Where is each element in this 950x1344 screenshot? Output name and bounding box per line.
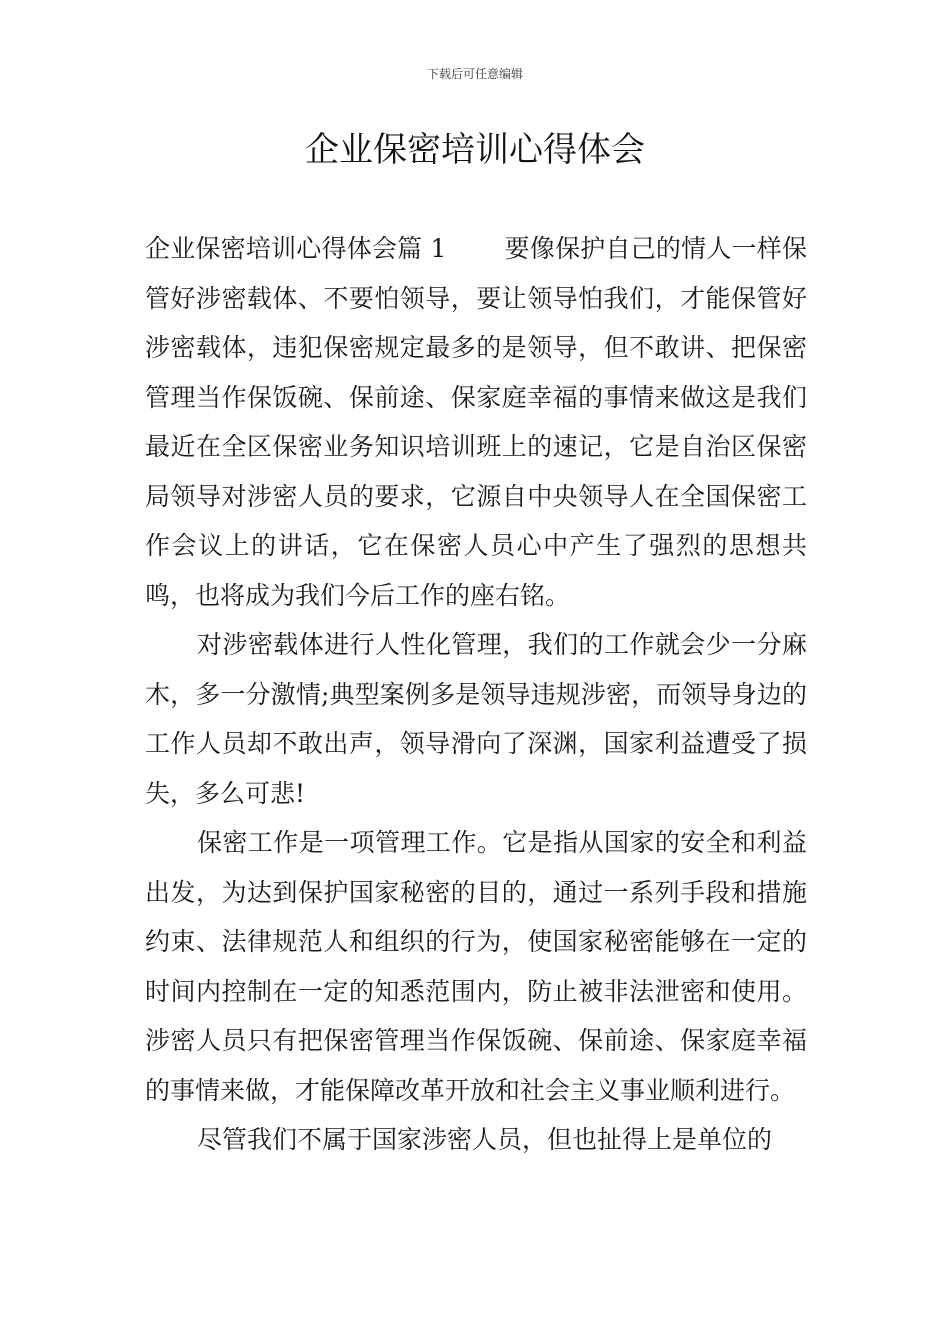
- document-body: [145, 224, 807, 1165]
- header-note: 下载后可任意编辑: [426, 67, 523, 81]
- section-heading: 企业保密培训心得体会篇 1: [145, 234, 447, 263]
- paragraph-1: [145, 224, 807, 620]
- paragraph-2: 对涉密载体进行人性化管理，我们的工作就会少一分麻木，多一分激情;典型案例多是领导违规涉密，而领导身边的工作人员却不敢出声，领导滑向了深渊，国家利益遭受了损失，多么可悲!: [145, 630, 807, 808]
- document-title: 企业保密培训心得体会: [305, 130, 645, 170]
- paragraph-1-text: 要像保护自己的情人一样保管好涉密载体、不要怕领导，要让领导怕我们，才能保管好涉密载体，违犯保密规定最多的是领导，但不敢讲、把保密管理当作保饭碗、保前途、保家庭幸福的事情来做这是我们最近在全区保密业务知识培训班上的速记，它是自治区保密局领导对涉密人员的要求，它源自中央领导人在全国保密工作会议上的讲话，它在保密人员心中产生了强烈的思想共鸣，也将成为我们今后工作的座右铭。: [145, 234, 807, 610]
- paragraph-3: 保密工作是一项管理工作。它是指从国家的安全和利益出发，为达到保护国家秘密的目的，通过一系列手段和措施约束、法律规范人和组织的行为，使国家秘密能够在一定的时间内控制在一定的知悉范围内，防止被非法泄密和使用。涉密人员只有把保密管理当作保饭碗、保前途、保家庭幸福的事情来做，才能保障改革开放和社会主义事业顺利进行。: [145, 828, 807, 1105]
- paragraph-4: 尽管我们不属于国家涉密人员，但也扯得上是单位的: [197, 1125, 773, 1154]
